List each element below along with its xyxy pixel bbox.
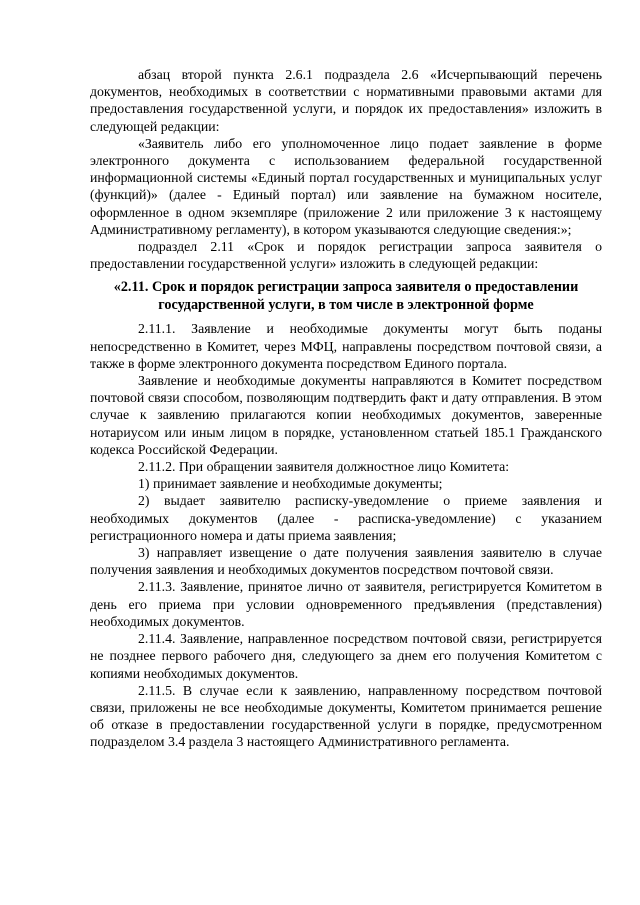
paragraph-postal-submission: Заявление и необходимые документы направляются в Комитет посредством почтовой связи способом, позволяющим подтвердить факт и дату отправления. В этом случае к заявлению прилагаются копии необходимых документов, заверенные нотариусом или иным лицом в порядке, установленном статьей 185.1 Гражданского кодекса Российской Федерации.	[90, 373, 602, 457]
paragraph-2-11-1: 2.11.1. Заявление и необходимые документы могут быть поданы непосредственно в Комитет, через МФЦ, направлены посредством почтовой связи, а также в форме электронного документа посредством Единого портала.	[90, 321, 602, 371]
section-heading-2-11: «2.11. Срок и порядок регистрации запроса заявителя о предоставлении государственной услуги, в том числе в электронной форме	[113, 279, 579, 314]
paragraph-2-11-3: 2.11.3. Заявление, принятое лично от заявителя, регистрируется Комитетом в день его приема при условии одновременного предъявления (представления) необходимых документов.	[90, 579, 602, 629]
paragraph-amend-2-6-1: абзац второй пункта 2.6.1 подраздела 2.6 «Исчерпывающий перечень документов, необходимых в соответствии с нормативными правовыми актами для предоставления государственной услуги, и порядок их предоставления» изложить в следующей редакции:	[90, 67, 602, 134]
paragraph-2-11-2: 2.11.2. При обращении заявителя должностное лицо Комитета:	[138, 459, 510, 475]
list-item-2: 2) выдает заявителю расписку-уведомление о приеме заявления и необходимых документов (далее - расписка-уведомление) с указанием регистрационного номера и даты приема заявления;	[90, 493, 602, 543]
list-item-1: 1) принимает заявление и необходимые документы;	[138, 476, 443, 492]
list-item-3: 3) направляет извещение о дате получения заявления заявителю в случае получения заявления и необходимых документов посредством почтовой связи.	[90, 545, 602, 578]
paragraph-amend-2-11: подраздел 2.11 «Срок и порядок регистрации запроса заявителя о предоставлении государственной услуги» изложить в следующей редакции:	[90, 239, 602, 272]
paragraph-2-11-5: 2.11.5. В случае если к заявлению, направленному посредством почтовой связи, приложены не все необходимые документы, Комитетом принимается решение об отказе в предоставлении государственной услуги в порядке, предусмотренном подразделом 3.4 раздела 3 настоящего Административного регламента.	[90, 682, 602, 750]
paragraph-quote-applicant: «Заявитель либо его уполномоченное лицо подает заявление в форме электронного документа с использованием федеральной государственной информационной системы «Единый портал государственных и муниципальных услуг (функций)» (далее - Единый портал) или заявление на бумажном носителе, оформленное в одном экземпляре (приложение 2 или приложение 3 к настоящему Административному регламенту), в котором указываются следующие сведения:»;	[90, 135, 602, 237]
paragraph-2-11-4: 2.11.4. Заявление, направленное посредством почтовой связи, регистрируется не позднее первого рабочего дня, следующего за днем его получения Комитетом с копиями необходимых документов.	[90, 631, 602, 681]
